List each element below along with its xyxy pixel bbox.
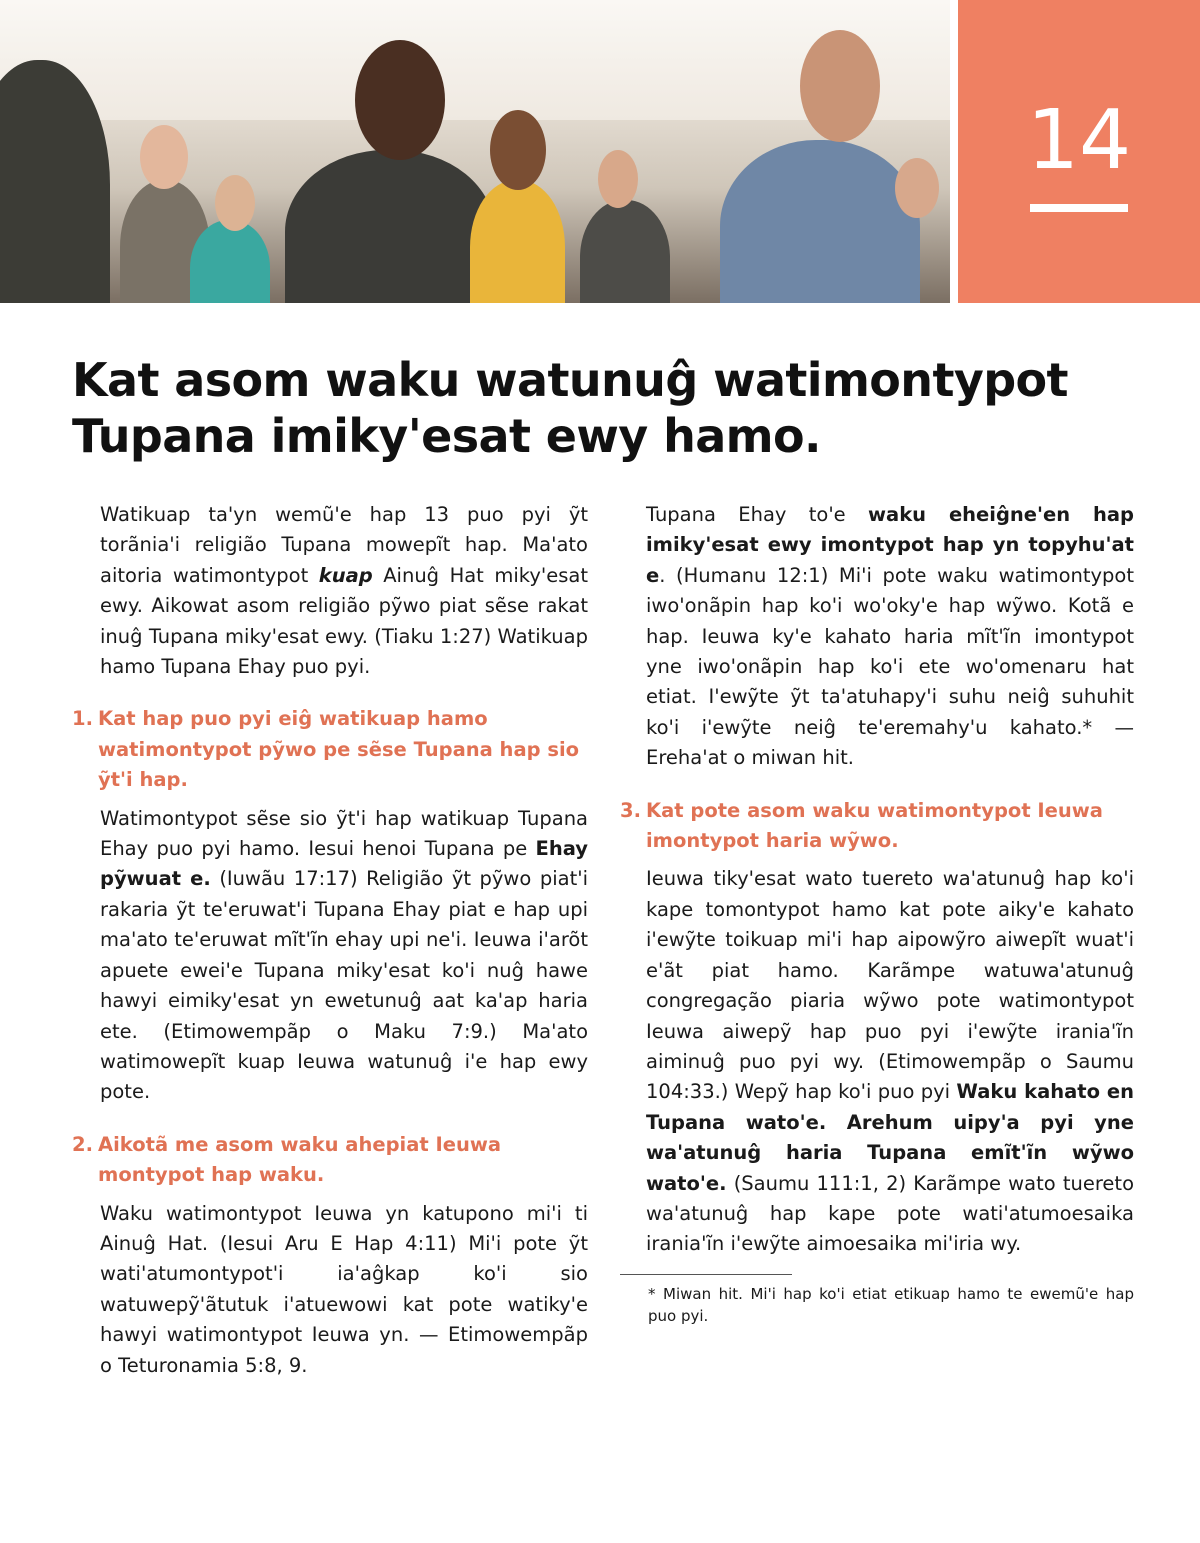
footnote: * Miwan hit. Mi'i hap ko'i etiat etikuap hamo te ewemũ'e hap puo pyi. [648,1284,1134,1325]
answer-3 [646,864,1134,1259]
person-figure [720,140,920,303]
paragraph-bold-text: waku eheiĝne'en hap imiky'esat ewy imontypot hap yn topyhu'at e [646,503,1135,587]
footnote-divider [620,1274,792,1275]
paragraph-text: Tupana Ehay to'e [646,503,846,526]
title-line-2: Tupana imiky'esat ewy hamo. [72,409,821,463]
person-head [598,150,638,208]
person-head [215,175,255,231]
answer-2 [100,1199,588,1381]
person-head [140,125,188,189]
question-number: 3. [620,798,641,822]
person-figure [285,150,495,303]
answer-text: Waku watimontypot Ieuwa yn katupono mi'i ti Ainuĝ Hat. (Iesui Aru E Hap 4:11) Mi'i pote ỹt wati'atumontypot'i ia'aĝkap ko'i sio watuwepỹ'ãtutuk i'atuewowi kat pote watiky'e hawyi watimontypot Ieuwa yn. — Etimowempãp o Teturonamia 5:8, 9. [100,1201,588,1377]
answer-text: (Saumu 111:1, 2) Karãmpe wato tuereto wa'atunuĝ hap kape pote wati'atumoesaika irania'ĩn i'ewỹte aimoesaika mi'iria wy. [646,1171,1135,1256]
person-figure [190,220,270,303]
intro-paragraph [100,500,588,682]
question-number: 2. [72,1132,93,1156]
person-head [490,110,546,190]
person-head [800,30,880,142]
lesson-number: 14 [1026,93,1132,188]
lesson-badge [958,0,1200,303]
person-figure [470,180,565,303]
lesson-title [72,352,1132,464]
answer-bold-text: Ehay pỹwuat e. [100,837,589,891]
hero-photo [0,0,950,303]
answer-bold-text: Waku kahato en Tupana wato'e. Arehum uipy'a pyi yne wa'atunuĝ haria Tupana emĩt'ĩn wỹwo wato'e. [646,1080,1135,1195]
answer-text: Watimontypot sẽse sio ỹt'i hap watikuap Tupana Ehay puo pyi hamo. Iesui henoi Tupana pe [100,806,588,861]
lesson-underline [1030,204,1128,212]
question-1 [72,704,588,795]
answer-1 [100,804,588,1108]
answer-text: (Iuwãu 17:17) Religião ỹt pỹwo piat'i rakaria ỹt te'eruwat'i Tupana Ehay piat e hap upi ma'ato te'eruwat mĩt'ĩn ehay upi ne'i. Ieuwa i'arõt apuete ewei'e Tupana miky'esat ko'i nuĝ hawe hawyi eimiky'esat yn ewetunuĝ aat ka'ap haria ete. (Etimowempãp o Maku 7:9.) Ma'ato watimowepĩt kuap Ieuwa watunuĝ i'e hap ewy pote. [100,867,589,1104]
question-3 [620,796,1134,857]
answer-text: Ieuwa tiky'esat wato tuereto wa'atunuĝ hap ko'i kape tomontypot hamo kat pote aiky'e kahato i'ewỹte toikuap mi'i hap aipowỹro aiwepĩt wuat'i e'ãt piat hamo. Karãmpe watuwa'atunuĝ congregação piaria wỹwo pote watimontypot Ieuwa aiwepỹ hap puo pyi i'ewỹte irania'ĩn aiminuĝ puo pyi wy. (Etimowempãp o Saumu 104:33.) Wepỹ hap ko'i puo pyi [646,867,1134,1104]
person-head [355,40,445,160]
question-text: Aikotã me asom waku ahepiat Ieuwa montypot hap waku. [98,1132,502,1187]
right-column [620,500,1134,1341]
continued-paragraph [646,500,1134,774]
question-number: 1. [72,707,93,731]
person-figure [580,200,670,303]
paragraph-text: . (Humanu 12:1) Mi'i pote waku watimontypot iwo'onãpin hap ko'i wo'oky'e hap wỹwo. Kotã e hap. Ieuwa ky'e kahato haria mĩt'ĩn imontypot yne iwo'onãpin hap ko'i ete wo'omenaru hat etiat. I'ewỹte ỹt ta'atuhapy'i suhu neiĝ suhuhit ko'i i'ewỹte neiĝ te'eremahy'u kahato.* — Ereha'at o miwan hit. [646,563,1134,770]
title-line-1: Kat asom waku watunuĝ watimontypot [72,353,1068,407]
left-column [72,500,588,1395]
question-text: Kat pote asom waku watimontypot Ieuwa imontypot haria wỹwo. [646,798,1103,853]
intro-text: Watikuap ta'yn wemũ'e hap 13 puo pyi ỹt torãnia'i religião Tupana mowepĩt hap. Ma'ato aitoria watimontypot kuap Ainuĝ Hat miky'esat ewy. Aikowat asom religião pỹwo piat sẽse rakat inuĝ Tupana miky'esat ewy. (Tiaku 1:27) Watikuap hamo Tupana Ehay puo pyi. [100,503,588,679]
question-2 [72,1130,588,1191]
question-text: Kat hap puo pyi eiĝ watikuap hamo watimontypot pỹwo pe sẽse Tupana hap sio ỹt'i hap. [98,707,580,792]
person-head [895,158,939,218]
